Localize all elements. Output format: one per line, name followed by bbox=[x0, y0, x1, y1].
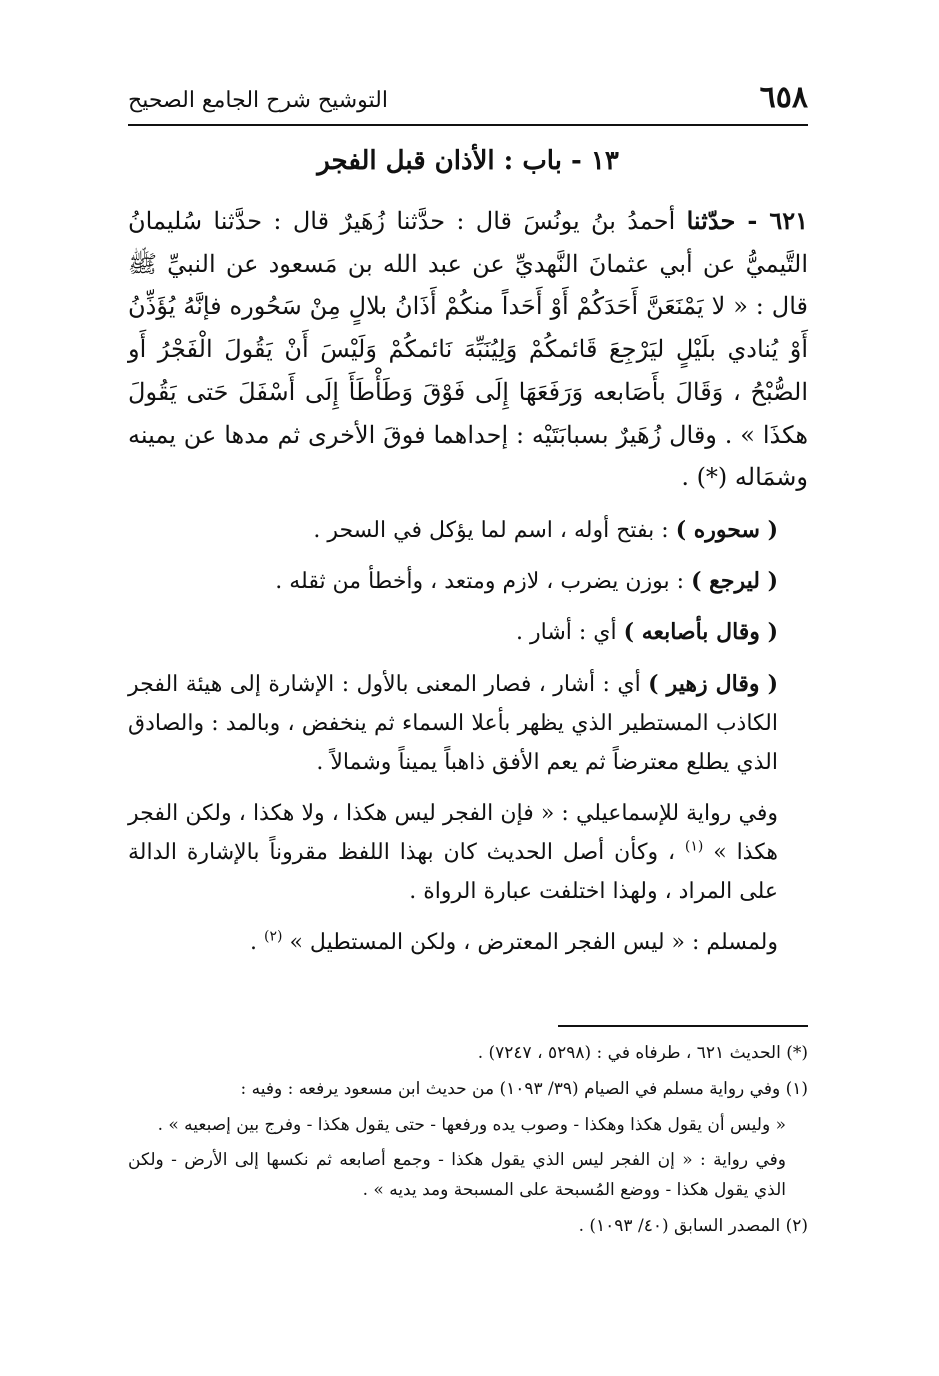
page-header bbox=[128, 80, 808, 126]
gloss-term: ( وقال بأصابعه ) bbox=[623, 619, 778, 646]
page-number: ٦٥٨ bbox=[759, 80, 808, 115]
gloss-text: أي : أشار . bbox=[516, 620, 624, 646]
footnote-ref[interactable]: (١) bbox=[684, 838, 704, 855]
book-page bbox=[128, 70, 808, 1360]
commentary-term: ( وقال زهير ) bbox=[648, 670, 778, 697]
footnote-1-quote: « وليس أن يقول هكذا وهكذا - وصوب يده ورفعها - حتى يقول هكذا - وفرج بين إصبعيه » . bbox=[157, 1114, 786, 1135]
gloss-item bbox=[128, 562, 808, 601]
gloss-text: : بفتح أوله ، اسم لما يؤكل في السحر . bbox=[313, 518, 676, 544]
commentary-text: . bbox=[250, 930, 264, 956]
footnote-1-variant: وفي رواية : « إن الفجر ليس الذي يقول هكذا - وجمع أصابعه ثم نكسها إلى الأرض - ولكن الذي يقول هكذا - ووضع المُسبحة على المسبحة ومد يديه » . bbox=[128, 1150, 786, 1200]
gloss-item bbox=[128, 511, 808, 550]
hadith-number: ٦٢١ - حدّثنا bbox=[686, 206, 809, 235]
hadith-text: أحمدُ بنُ يونُسَ قال : حدَّثنا زُهَيرٌ قال : حدَّثنا سُليمانُ التَّيميُّ عن أبي عثمانَ النَّهديِّ عن عبد الله بن مَسعود عن النبيِّ ﷺ قال : « لا يَمْنَعَنَّ أَحَدَكُمْ أَوْ أَحَداً منكُمْ أَذَانُ بلالٍ مِنْ سَحُوره فإنَّهُ يُؤَذِّنُ أَوْ يُنادي بلَيْلٍ ليَرْجِعَ قَائمكُمْ وَلِيُنَبِّهَ نَائمكُمْ وَلَيْسَ أَنْ يَقُولَ الْفَجْرُ أَو الصُّبْحُ ، وَقَالَ بأَصَابعه وَرَفَعَهَا إِلَى فَوْقَ وَطَأْطَأَ إِلَى أَسْفَلَ حَتى يَقُولَ هكذَا » . وقال زُهَيرٌ بسبابَتَيْه : إحداهما فوقَ الأخرى ثم مدها عن يمينه وشمَاله (*) . bbox=[128, 207, 808, 492]
commentary-text: ولمسلم : « ليس الفجر المعترض ، ولكن المستطيل » bbox=[282, 930, 778, 956]
commentary-text: أي : أشار ، فصار المعنى بالأول : الإشارة إلى هيئة الفجر الكاذب المستطير الذي يظهر بأعلا السماء ثم ينخفض ، وبالمد : والصادق الذي يطلع معترضاً ثم يعم الأفق ذاهباً يميناً وشمالاً . bbox=[128, 671, 778, 775]
gloss-item bbox=[128, 613, 808, 652]
footnote-ref[interactable]: (٢) bbox=[264, 929, 283, 946]
footnote-2: (٢) المصدر السابق (٤٠/ ١٠٩٣) . bbox=[578, 1215, 808, 1236]
gloss-term: ( سحوره ) bbox=[675, 517, 778, 544]
footnote-star: (*) الحديث ٦٢١ ، طرفاه في : (٥٢٩٨ ، ٧٢٤٧) . bbox=[477, 1043, 808, 1063]
commentary-paragraph bbox=[128, 665, 808, 782]
footnote-1: (١) وفي رواية مسلم في الصيام (٣٩/ ١٠٩٣) من حديث ابن مسعود يرفعه : وفيه : bbox=[240, 1078, 808, 1099]
footnotes bbox=[128, 1025, 808, 1248]
gloss-text: : بوزن يضرب ، لازم ومتعد ، وأخطأ من ثقله . bbox=[275, 569, 692, 595]
gloss-term: ( ليرجع ) bbox=[691, 568, 778, 595]
commentary-paragraph bbox=[128, 794, 808, 911]
main-text bbox=[128, 200, 808, 975]
footnote-divider bbox=[558, 1025, 808, 1027]
commentary-paragraph bbox=[128, 923, 808, 962]
hadith-paragraph bbox=[128, 200, 808, 499]
commentary-text: ، وكأن أصل الحديث كان بهذا اللفظ مقروناً بالإشارة الدالة على المراد ، ولهذا اختلفت عبارة الرواة . bbox=[128, 840, 778, 905]
chapter-title: ١٣ - باب : الأذان قبل الفجر bbox=[317, 146, 619, 176]
running-title: التوشيح شرح الجامع الصحيح bbox=[128, 88, 388, 113]
commentary-text: وفي رواية للإسماعيلي : « فإن الفجر ليس هكذا ، ولا هكذا ، ولكن الفجر هكذا » bbox=[128, 800, 778, 866]
